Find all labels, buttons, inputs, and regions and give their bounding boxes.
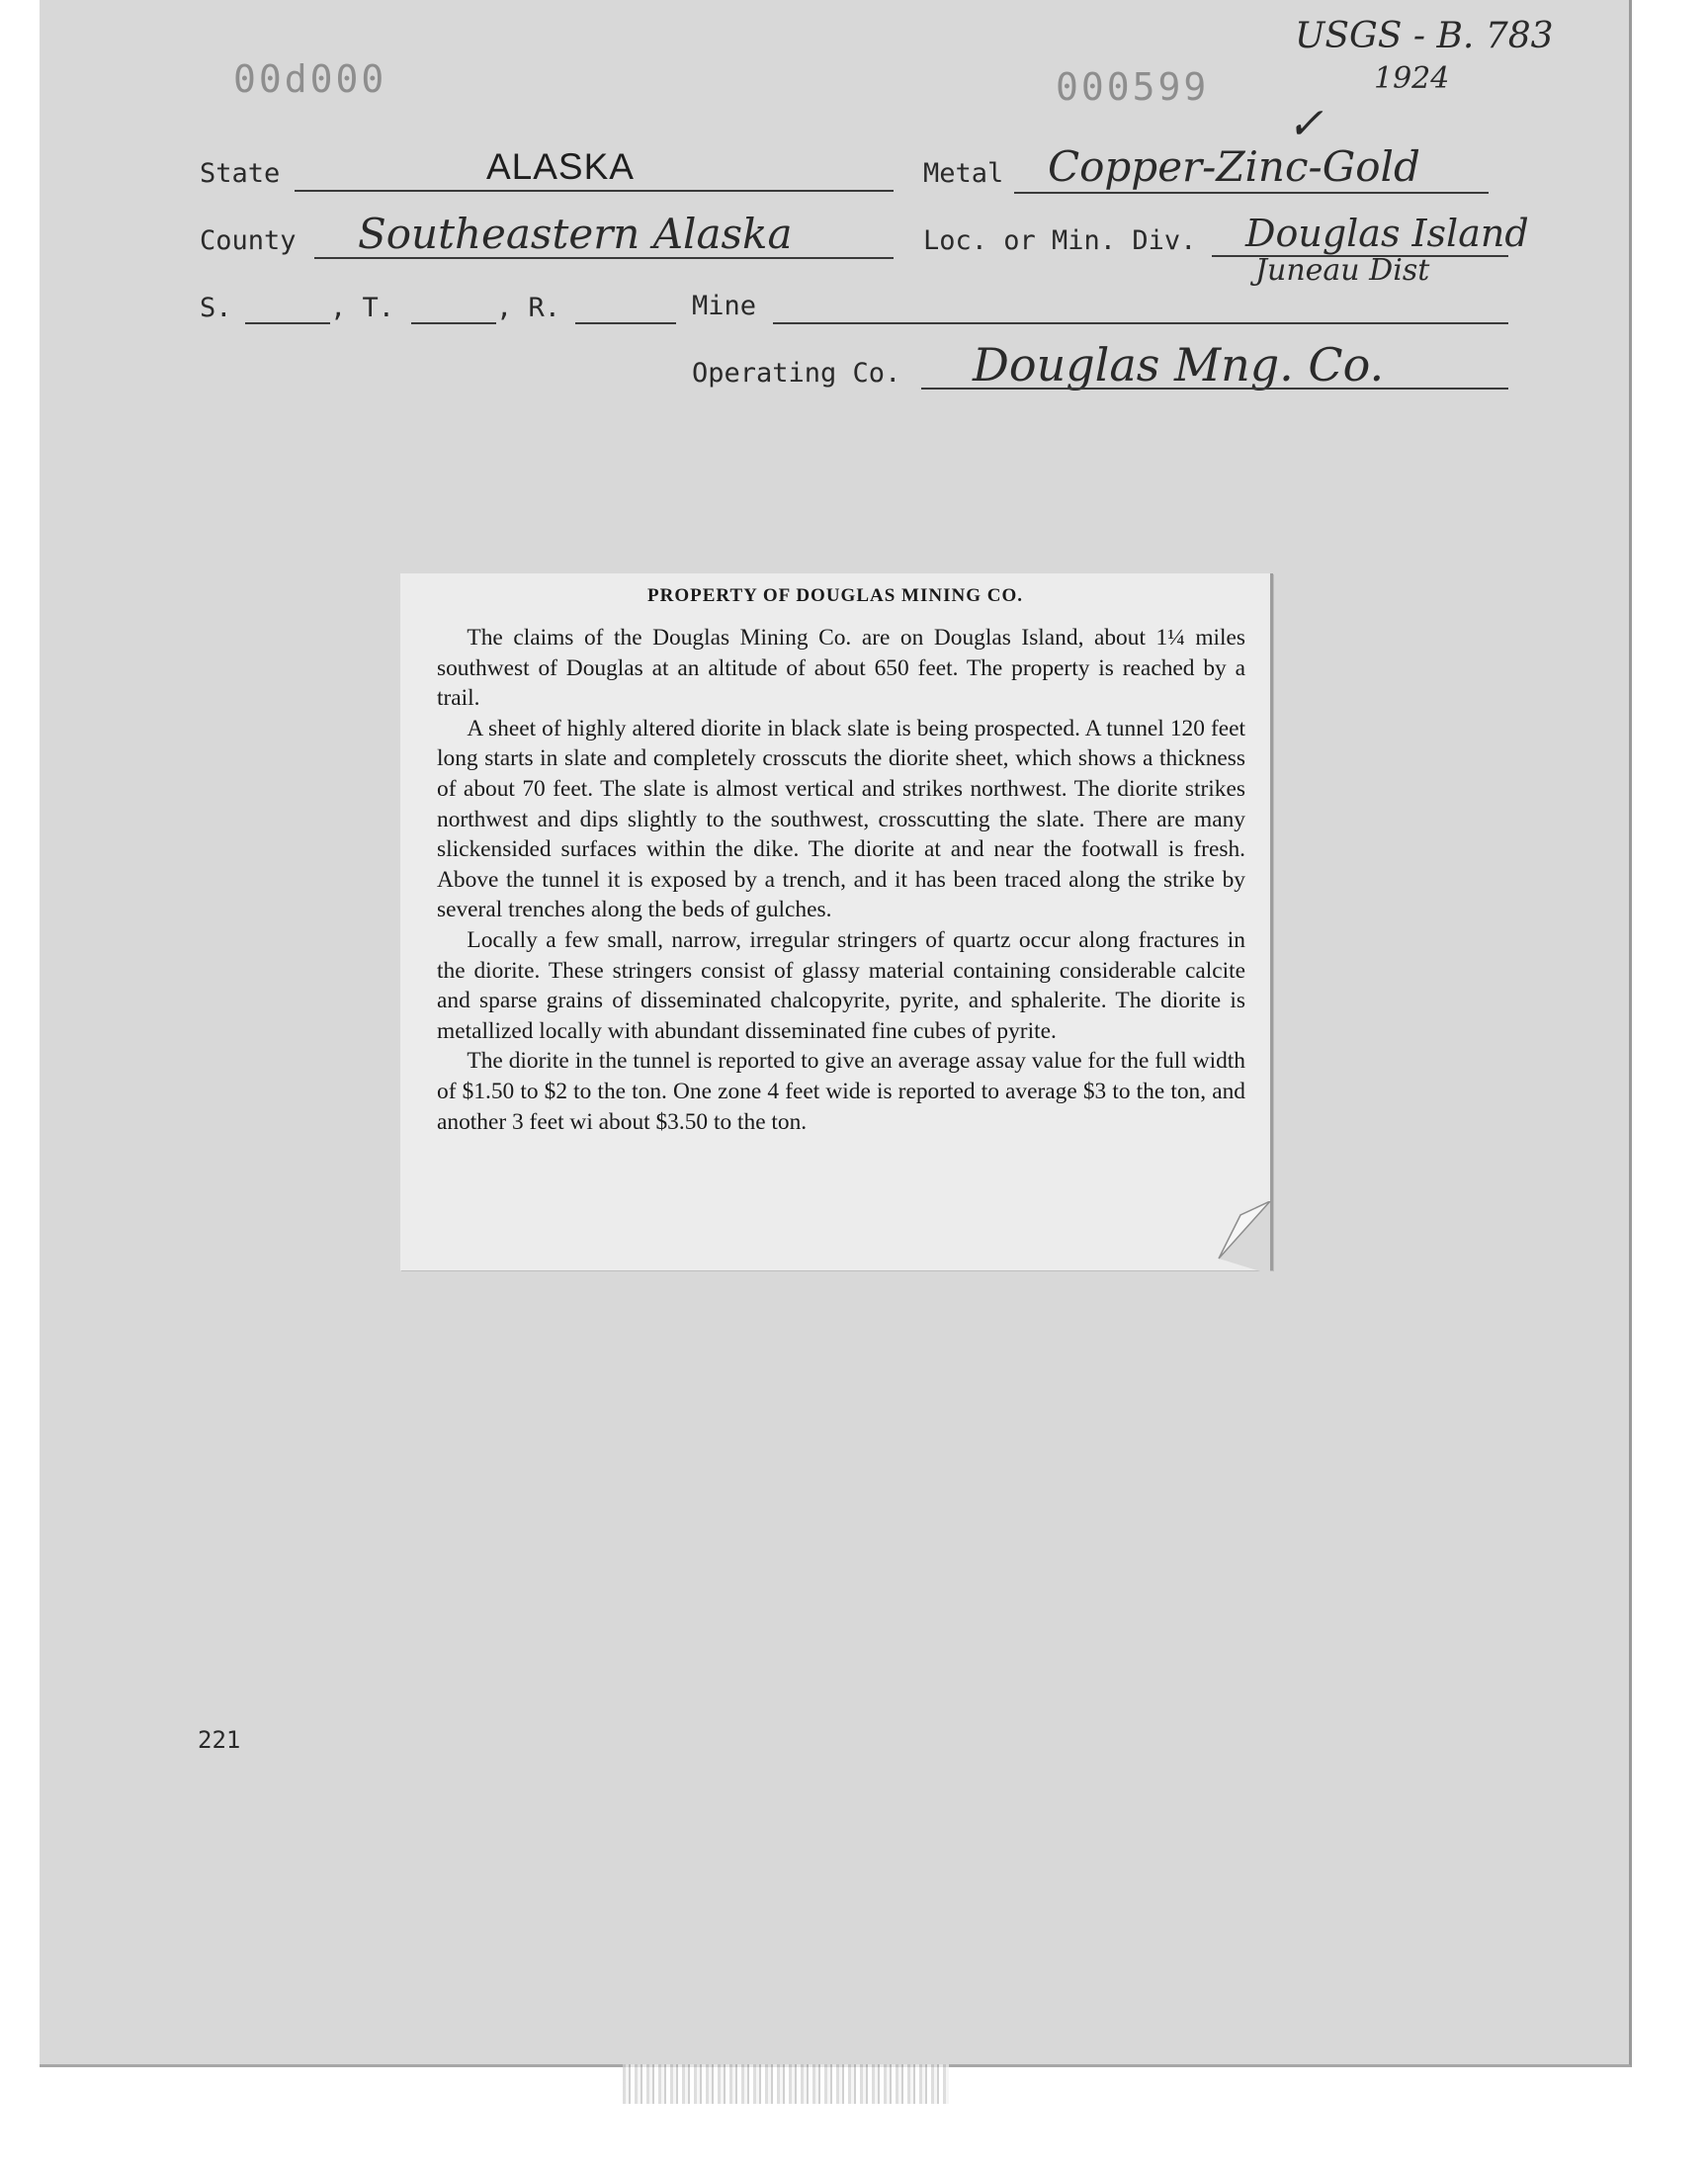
metal-value: Copper-Zinc-Gold [1048,142,1420,191]
operating-value: Douglas Mng. Co. [973,338,1385,392]
township-label: , T. [330,293,395,323]
state-value: ALASKA [486,146,635,187]
county-label: County [200,225,297,256]
clipping-paragraph: The diorite in the tunnel is reported to give an average assay value for the full width of $1.50 to $2 to the ton. One zone 4 feet wide is reported to average $3 to the ton, and another 3 feet wi about $3.50 to the ton. [437,1048,1245,1135]
operating-underline [921,388,1508,390]
index-card [40,0,1632,2067]
clipping-paragraph: A sheet of highly altered diorite in black slate is being prospected. A tunnel 120 feet long starts in slate and completely crosscuts the diorite sheet, which shows a thickness of about 70 feet. The slate is almost vertical and strikes northwest. The diorite strikes northwest and dips slightly to the southwest, crosscutting the slate. There are many slickensided surfaces within the dike. The diorite at and near the footwall is fresh. Above the tunnel it is exposed by a trench, and it has been traced along the strike by several trenches along the beds of gulches. [437,715,1245,923]
loc-value-2: Juneau Dist [1255,253,1430,288]
scan-artifact-bars [623,2064,949,2104]
stamp-number-right: 000599 [1056,65,1210,109]
section-label: S. [200,293,232,323]
township-underline [411,322,496,324]
newspaper-clipping [400,573,1273,1270]
stamp-number-left: 00d000 [233,57,387,101]
page-number: 221 [198,1726,241,1754]
section-underline [245,322,330,324]
metal-label: Metal [923,158,1004,189]
state-label: State [200,158,281,189]
mine-underline [773,322,1508,324]
handwritten-year: 1924 [1374,61,1450,96]
checkmark-icon: ✓ [1287,99,1324,149]
mine-label: Mine [692,291,757,321]
clipping-title: PROPERTY OF DOUGLAS MINING CO. [647,585,1023,606]
range-label: , R. [496,293,561,323]
clipping-paragraph: Locally a few small, narrow, irregular stringers of quartz occur along fractures in the diorite. These stringers consist of glassy material containing considerable calcite and sparse grains of disseminated chalcopyrite, pyrite, and sphalerite. The diorite is metallized locally with abundant disseminated fine cubes of pyrite. [437,926,1245,1044]
loc-value: Douglas Island [1245,212,1529,255]
clipping-body [437,623,1245,1137]
county-underline [314,257,894,259]
state-underline [295,190,894,192]
range-underline [575,322,676,324]
operating-label: Operating Co. [692,358,901,389]
folded-corner [1211,1201,1272,1276]
metal-underline [1014,192,1489,194]
loc-label: Loc. or Min. Div. [923,225,1197,256]
handwritten-reference: USGS - B. 783 [1295,16,1554,56]
county-value: Southeastern Alaska [358,210,793,258]
clipping-paragraph: The claims of the Douglas Mining Co. are on Douglas Island, about 1¼ miles southwest of Douglas at an altitude of about 650 feet. The property is reached by a trail. [437,625,1245,712]
